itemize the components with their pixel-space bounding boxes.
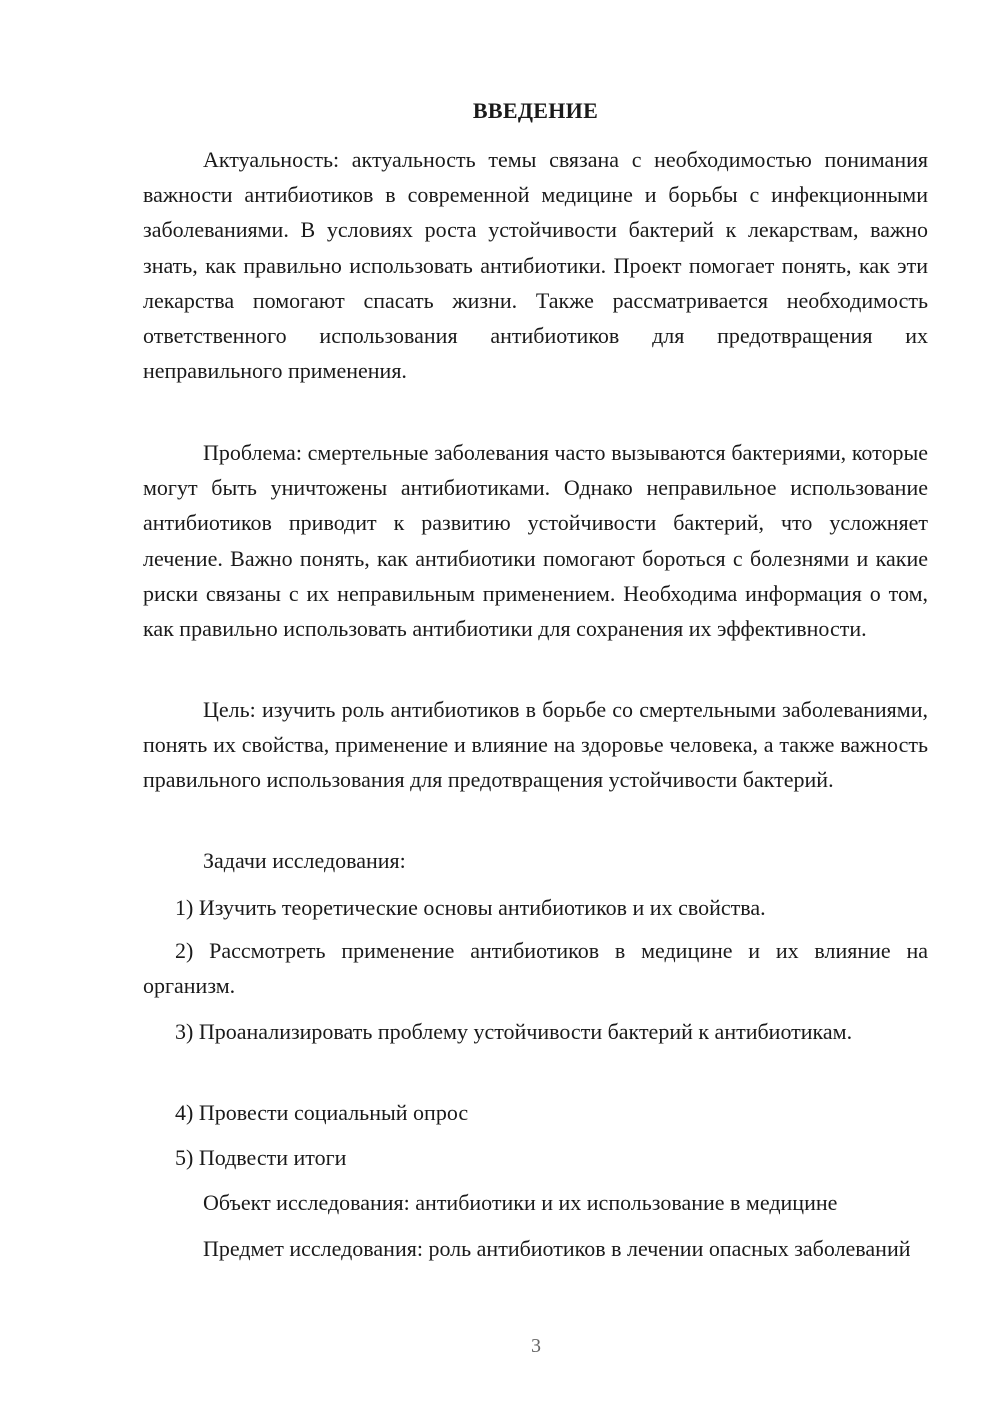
problem-paragraph: Проблема: смертельные заболевания часто вызываются бактериями, которые могут быть уничтожены антибиотиками. Однако неправильное использование антибиотиков приводит к развитию устойчивости бактерий, что усложняет лечение. Важно понять, как антибиотики помогают бороться с болезнями и какие риски связаны с их неправильным применением. Необходима информация о том, как правильно использовать антибиотики для сохранения их эффективности.: [143, 440, 928, 642]
task-item-5: 5) Подвести итоги: [175, 1145, 347, 1170]
tasks-heading: Задачи исследования:: [203, 848, 406, 873]
task-item-4: 4) Провести социальный опрос: [175, 1100, 469, 1125]
research-object: Объект исследования: антибиотики и их использование в медицине: [203, 1190, 838, 1215]
section-title: ВВЕДЕНИЕ: [472, 98, 599, 123]
relevance-paragraph: Актуальность: актуальность темы связана с необходимостью понимания важности антибиотиков в современной медицине и борьбы с инфекционными заболеваниями. В условиях роста устойчивости бактерий к лекарствам, важно знать, как правильно использовать антибиотики. Проект помогает понять, как эти лекарства помогают спасать жизни. Также рассматривается необходимость ответственного использования антибиотиков для предотвращения их неправильного применения.: [143, 147, 928, 384]
page-number: 3: [531, 1335, 541, 1357]
task-item-3: 3) Проанализировать проблему устойчивости бактерий к антибиотикам.: [175, 1019, 853, 1044]
task-item-1: 1) Изучить теоретические основы антибиотиков и их свойства.: [175, 895, 766, 920]
research-subject: Предмет исследования: роль антибиотиков в лечении опасных заболеваний: [203, 1236, 911, 1261]
task-item-2: 2) Рассмотреть применение антибиотиков в медицине и их влияние на организм.: [143, 938, 928, 999]
goal-paragraph: Цель: изучить роль антибиотиков в борьбе со смертельными заболеваниями, понять их свойства, применение и влияние на здоровье человека, а также важность правильного использования для предотвращения устойчивости бактерий.: [143, 697, 928, 793]
